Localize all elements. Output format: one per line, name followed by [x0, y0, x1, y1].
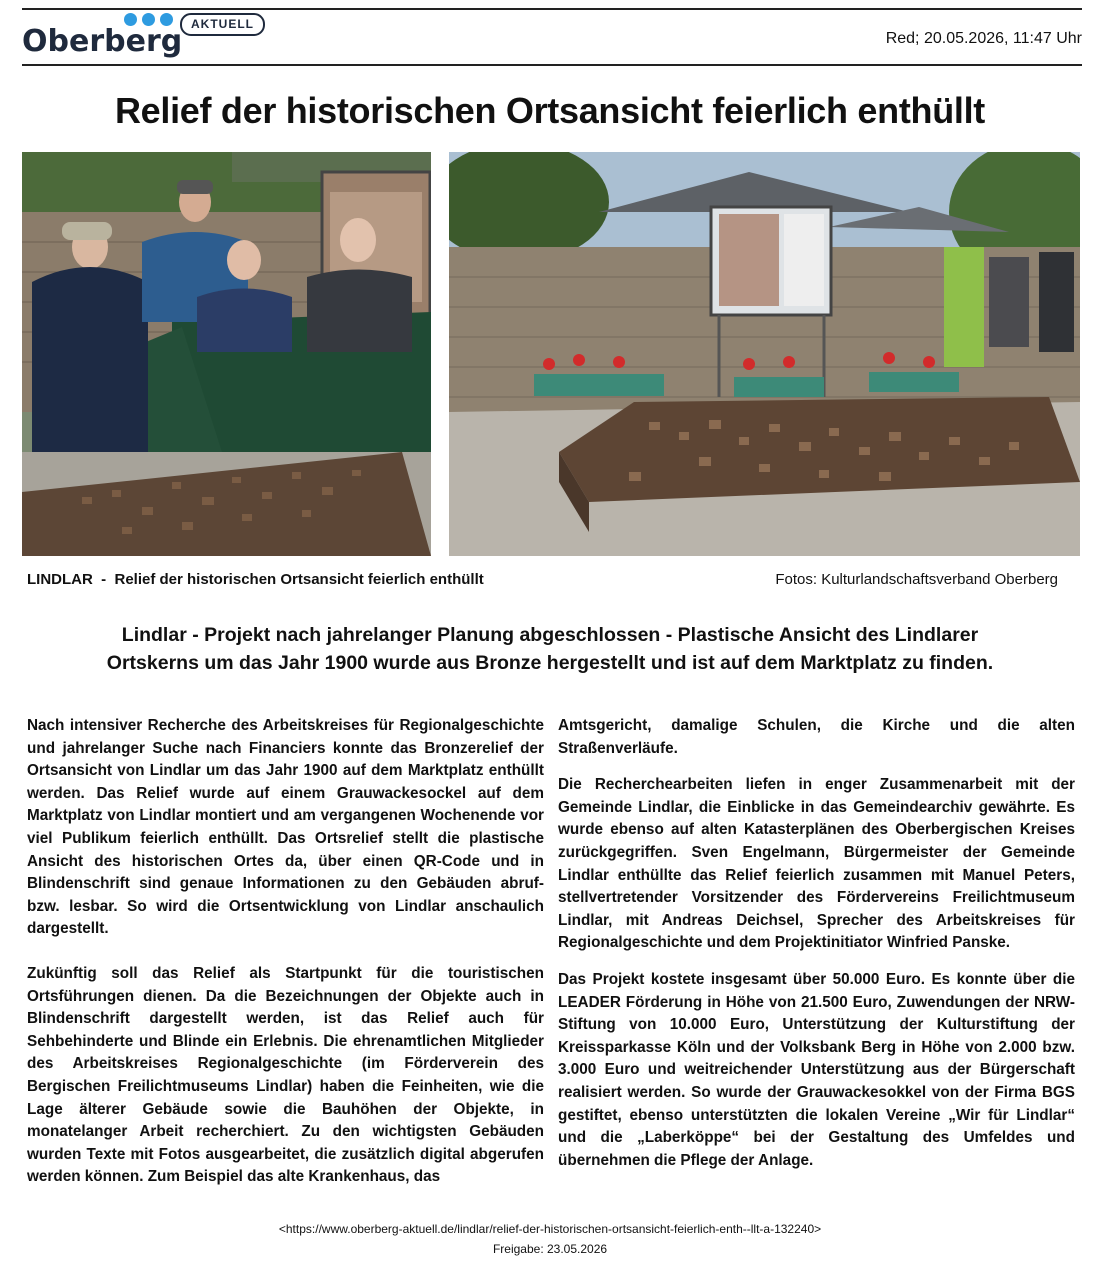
- release-date: Freigabe: 23.05.2026: [492, 1242, 608, 1256]
- article-byline: Red; 20.05.2026, 11:47 Uhr: [885, 30, 1082, 47]
- paragraph: Die Recherchearbeiten liefen in enger Zusammenarbeit mit der Gemeinde Lindlar, die Einblicke in das Gemeindearchiv gewährte. Es wurde ebenso auf alten Katasterplänen des Oberbergischen Kreises zurückgegriffen. Sven Engelmann, Bürgermeister der Gemeinde Lindlar enthüllte das Relief feierlich zusammen mit Manuel Peters, stellvertretender Vorsitzender des Fördervereins Freilichtmuseum Lindlar, mit Andreas Deichsel, Sprecher des Arbeitskreises für Regionalgeschichte und dem Projektinitiator Winfried Panske.: [558, 776, 1075, 952]
- article-subheadline: [30, 621, 1070, 677]
- source-url[interactable]: <https://www.oberberg-aktuell.de/lindlar/relief-der-historischen-ortsansicht-feierlich-enth--llt-a-132240>: [278, 1222, 822, 1236]
- paragraph: Zukünftig soll das Relief als Startpunkt für die touristischen Ortsführungen dienen. Da die Bezeichnungen der Objekte auch in Blindenschrift dargestellt werden, ist das Relief auch für Sehbehinderte und Blinde ein Erlebnis. Die ehrenamtlichen Mitglieder des Arbeitskreises Regionalgeschichte (im Förderverein des Bergischen Freilichtmuseums Lindlar) haben die Feinheiten, wie die Lage älterer Gebäude sowie die Bauhöhen der Objekte, in monatelanger Arbeit recherchiert. Zu den wichtigsten Gebäuden wurden Texte mit Fotos ausgearbeitet, die zusätzlich digital abgerufen werden können. Zum Beispiel das alte Krankenhaus, das: [27, 964, 544, 1186]
- site-logo[interactable]: [22, 10, 282, 64]
- photo-unveiling-group: [22, 152, 431, 556]
- article-column-left: [27, 715, 544, 1189]
- photo-credit: Fotos: Kulturlandschaftsverband Oberberg: [775, 571, 1058, 588]
- logo-badge: AKTUELL: [180, 13, 265, 36]
- logo-wordmark: Oberberg: [22, 24, 183, 59]
- header-bottom-rule: [22, 64, 1082, 66]
- paragraph: Das Projekt kostete insgesamt über 50.000 Euro. Es konnte über die LEADER Förderung in Höhe von 21.500 Euro, Zuwendungen der NRW-Stiftung von 10.000 Euro, Unterstützung der Kulturstiftung der Kreissparkasse Köln und der Volksbank Berg in Höhe von 2.000 bzw. 3.000 Euro und weitreichender Unterstützung aus der Bürgerschaft realisiert werden. So wurde der Grauwackesokkel von der Firma BGS gestiftet, ebenso unterstützten die lokalen Vereine „Wir für Lindlar“ und die „Laberköppe“ bei der Gestaltung des Umfeldes und übernehmen die Pflege der Anlage.: [558, 970, 1075, 1169]
- article-headline: Relief der historischen Ortsansicht feierlich enthüllt: [114, 90, 985, 131]
- photo-caption: LINDLAR - Relief der historischen Ortsansicht feierlich enthüllt: [27, 571, 484, 588]
- paragraph: Nach intensiver Recherche des Arbeitskreises für Regionalgeschichte und jahrelanger Suche nach Financiers konnte das Bronzerelief der Ortsansicht von Lindlar um das Jahr 1900 auf dem Marktplatz enthüllt werden. Das Relief wurde auf einem Grauwackesockel auf dem Marktplatz von Lindlar montiert und am vergangenen Wochenende vor viel Publikum feierlich enthüllt. Das Ortsrelief stellt die plastische Ansicht des historischen Ortes da, über einen QR-Code und in Blindenschrift sind genaue Informationen zu den Gebäuden abruf- bzw. lesbar. So wird die Ortsentwicklung von Lindlar anschaulich dargestellt.: [27, 717, 544, 938]
- subhead-line-2: Ortskerns um das Jahr 1900 wurde aus Bronze hergestellt und ist auf dem Marktplatz zu finden.: [106, 652, 994, 674]
- subhead-line-1: Lindlar - Projekt nach jahrelanger Planung abgeschlossen - Plastische Ansicht des Lindlarer: [121, 624, 979, 646]
- photo-relief-marketplace: [449, 152, 1080, 556]
- paragraph: Amtsgericht, damalige Schulen, die Kirche und die alten Straßenverläufe.: [558, 717, 1075, 757]
- article-column-right: [558, 715, 1075, 1172]
